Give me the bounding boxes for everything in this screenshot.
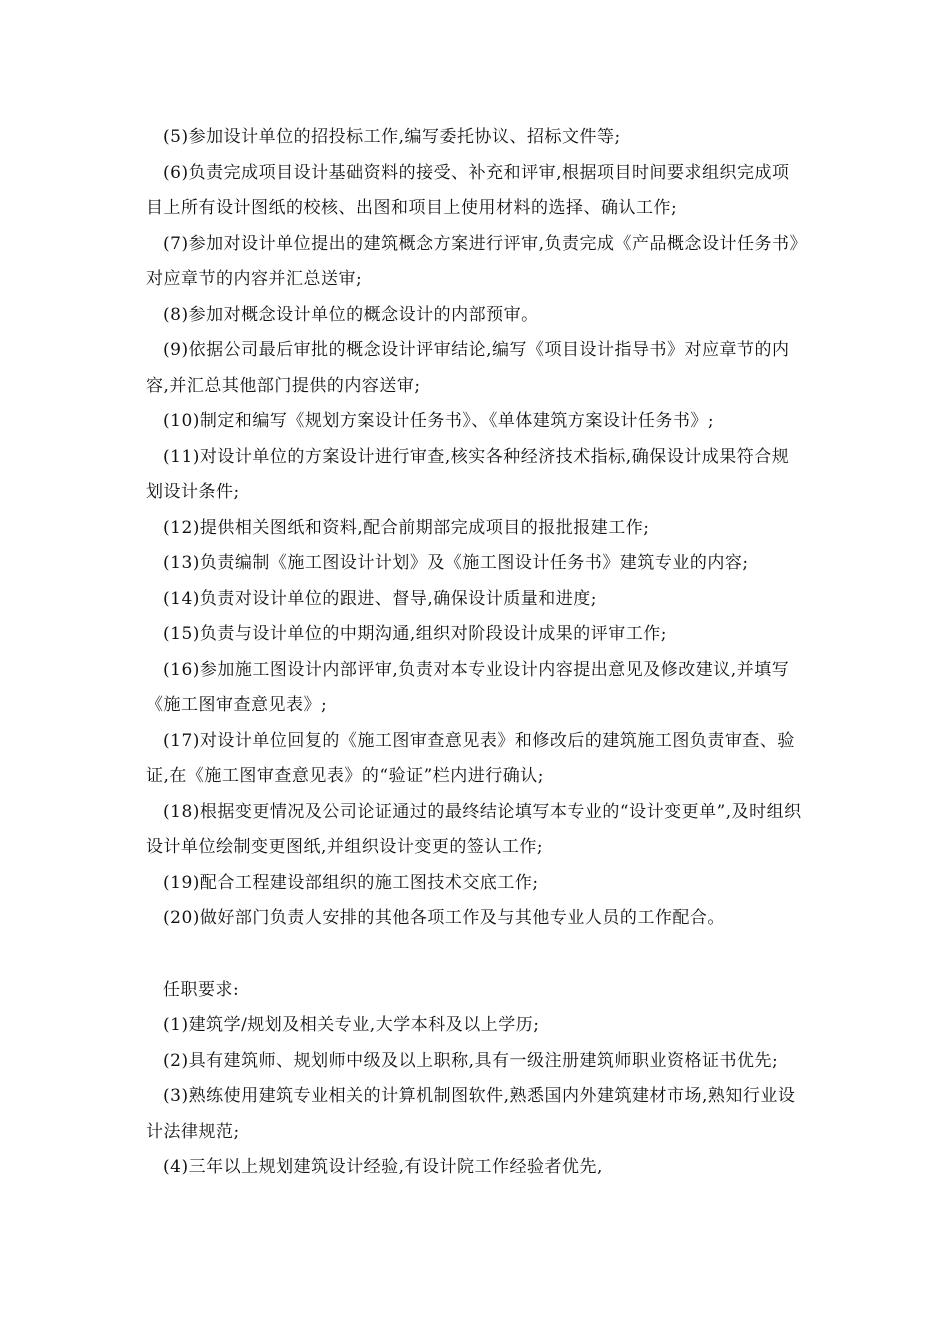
requirement-item: (2)具有建筑师、规划师中级及以上职称,具有一级注册建筑师职业资格证书优先; bbox=[163, 1050, 779, 1071]
duty-item: (6)负责完成项目设计基础资料的接受、补充和评审,根据项目时间要求组织完成项目上所有设计图纸的校核、出图和项目上使用材料的选择、确认工作; bbox=[146, 162, 790, 218]
requirement-item: (1)建筑学/规划及相关专业,大学本科及以上学历; bbox=[163, 1015, 540, 1035]
duty-item: (8)参加对概念设计单位的概念设计的内部预审。 bbox=[163, 304, 539, 325]
duty-item: (5)参加设计单位的招投标工作,编写委托协议、招标文件等; bbox=[163, 127, 621, 147]
duty-item: (14)负责对设计单位的跟进、督导,确保设计质量和进度; bbox=[163, 588, 598, 609]
duty-item: (11)对设计单位的方案设计进行审查,核实各种经济技术指标,确保设计成果符合规划设计条件; bbox=[146, 446, 790, 502]
duty-item: (10)制定和编写《规划方案设计任务书》、《单体建筑方案设计任务书》; bbox=[163, 411, 715, 431]
duty-item: (16)参加施工图设计内部评审,负责对本专业设计内容提出意见及修改建议,并填写《施工图审查意见表》; bbox=[146, 659, 790, 715]
duty-item: (7)参加对设计单位提出的建筑概念方案进行评审,负责完成《产品概念设计任务书》对应章节的内容并汇总送审; bbox=[146, 233, 799, 289]
requirement-item: (3)熟练使用建筑专业相关的计算机制图软件,熟悉国内外建筑建材市场,熟知行业设计法律规范; bbox=[146, 1086, 796, 1142]
duty-item: (18)根据变更情况及公司论证通过的最终结论填写本专业的“设计变更单”,及时组织设计单位绘制变更图纸,并组织设计变更的签认工作; bbox=[146, 801, 802, 857]
document-body bbox=[146, 120, 806, 1186]
requirement-item: (4)三年以上规划建筑设计经验,有设计院工作经验者优先, bbox=[163, 1157, 603, 1177]
duty-item: (15)负责与设计单位的中期沟通,组织对阶段设计成果的评审工作; bbox=[163, 624, 668, 644]
duty-item: (13)负责编制《施工图设计计划》及《施工图设计任务书》建筑专业的内容; bbox=[163, 553, 749, 573]
duty-item: (19)配合工程建设部组织的施工图技术交底工作; bbox=[163, 872, 539, 893]
duty-item: (12)提供相关图纸和资料,配合前期部完成项目的报批报建工作; bbox=[163, 517, 650, 538]
duty-item: (20)做好部门负责人安排的其他各项工作及与其他专业人员的工作配合。 bbox=[163, 908, 725, 928]
requirements-heading: 任职要求: bbox=[163, 979, 240, 1000]
section-spacer bbox=[146, 937, 806, 973]
duty-item: (17)对设计单位回复的《施工图审查意见表》和修改后的建筑施工图负责审查、验证,在《施工图审查意见表》的“验证”栏内进行确认; bbox=[146, 730, 795, 786]
duty-item: (9)依据公司最后审批的概念设计评审结论,编写《项目设计指导书》对应章节的内容,并汇总其他部门提供的内容送审; bbox=[146, 340, 790, 396]
